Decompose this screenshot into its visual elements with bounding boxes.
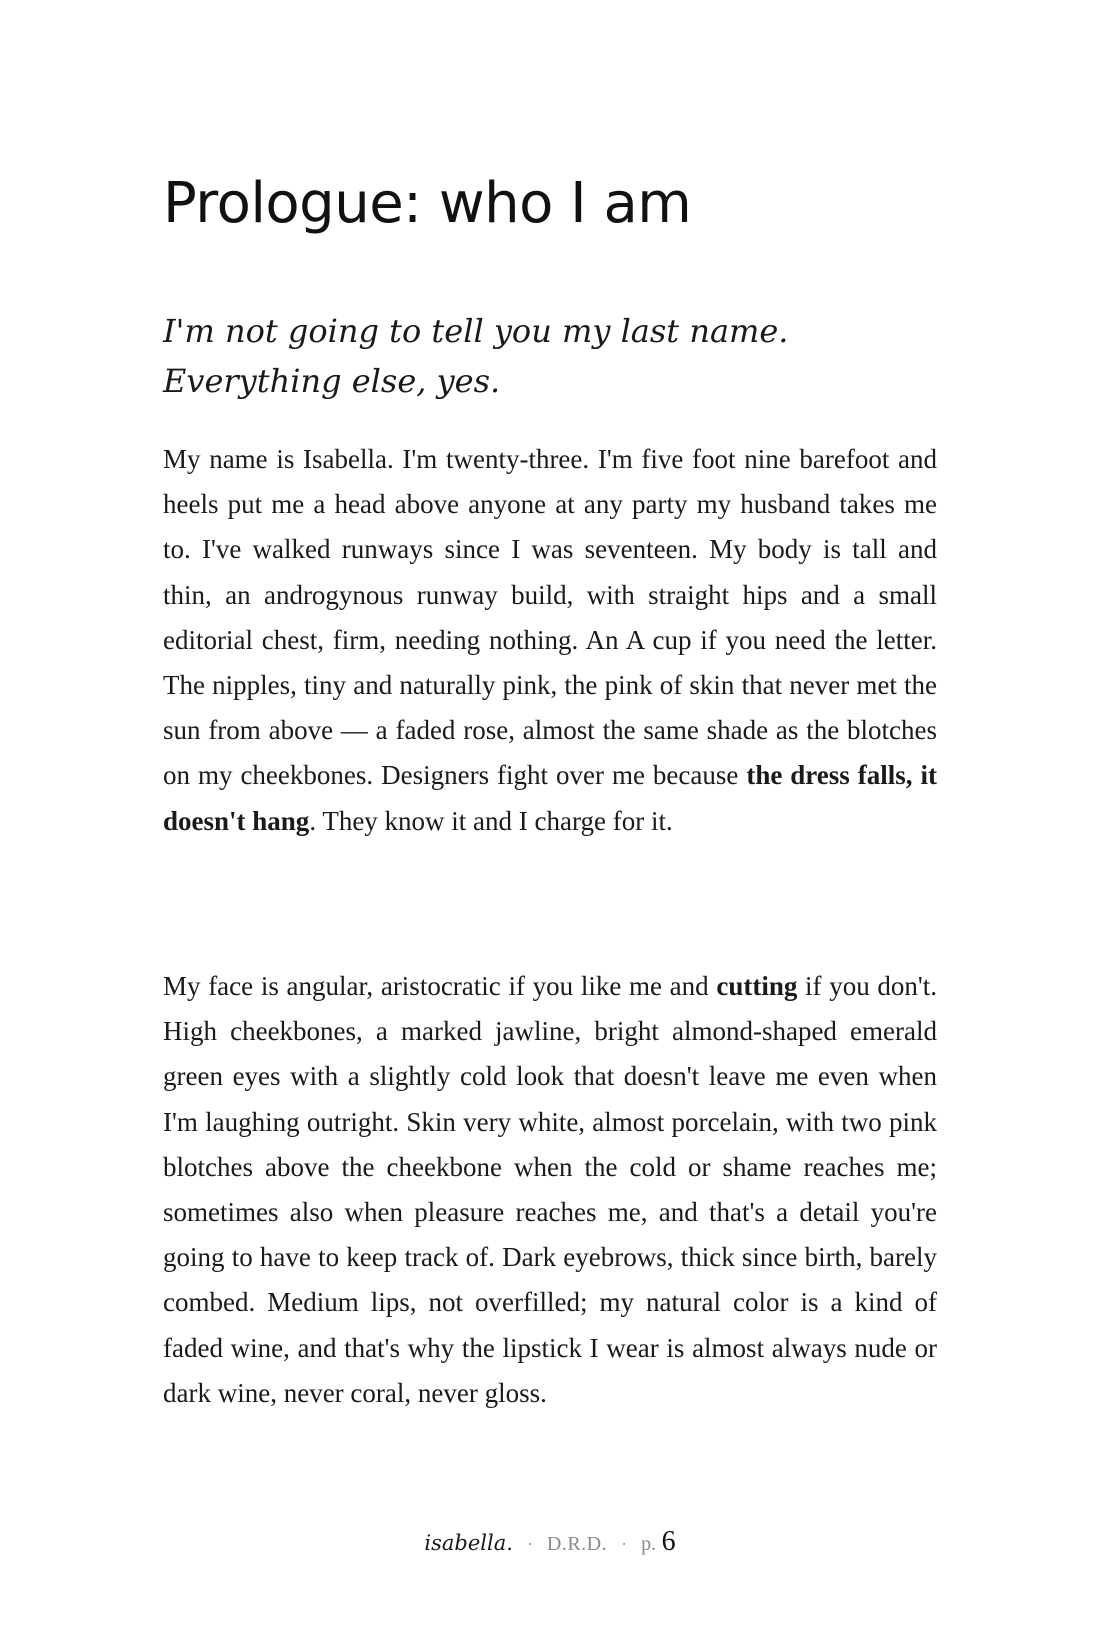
chapter-title: Prologue: who I am <box>163 171 692 236</box>
paragraph-text: My face is angular, aristocratic if you like me and <box>163 971 717 1001</box>
footer-page-label: p. <box>641 1533 657 1555</box>
body-paragraph-1 <box>163 437 937 844</box>
page-footer <box>163 1524 937 1562</box>
paragraph-text: My name is Isabella. I'm twenty-three. I'm five foot nine barefoot and heels put me a head above anyone at any party my husband takes me to. I've walked runways since I was seventeen. My body is tall and thin, an androgynous runway build, with straight hips and a small editorial chest, firm, needing nothing. An A cup if you need the letter. The nipples, tiny and naturally pink, the pink of skin that never met the sun from above — a faded rose, almost the same shade as the blotches on my cheekbones. Designers fight over me because <box>163 444 937 791</box>
footer-separator: · <box>526 1534 533 1554</box>
paragraph-text: . They know it and I charge for it. <box>309 805 673 836</box>
body-paragraph-2 <box>163 964 937 1416</box>
book-page <box>163 0 937 1651</box>
footer-code: D.R.D. <box>546 1533 608 1555</box>
footer-page-number: 6 <box>661 1526 676 1557</box>
chapter-epigraph: I'm not going to tell you my last name. Everything else, yes. <box>163 312 789 400</box>
paragraph-text: if you don't. High cheekbones, a marked jawline, bright almond-shaped emerald green eyes with a slightly cold look that doesn't leave me even when I'm laughing outright. Skin very white, almost porcelain, with two pink blotches above the cheekbone when the cold or shame reaches me; sometimes also when pleasure reaches me, and that's a detail you're going to have to keep track of. Dark eyebrows, thick since birth, barely combed. Medium lips, not overfilled; my natural color is a kind of faded wine, and that's why the lipstick I wear is almost always nude or dark wine, never coral, never gloss. <box>163 971 938 1408</box>
footer-author: isabella. <box>424 1531 513 1555</box>
emphasis-text: cutting <box>716 971 798 1001</box>
emphasis-text: the dress falls, it doesn't hang <box>163 760 937 836</box>
footer-separator: · <box>621 1534 628 1554</box>
